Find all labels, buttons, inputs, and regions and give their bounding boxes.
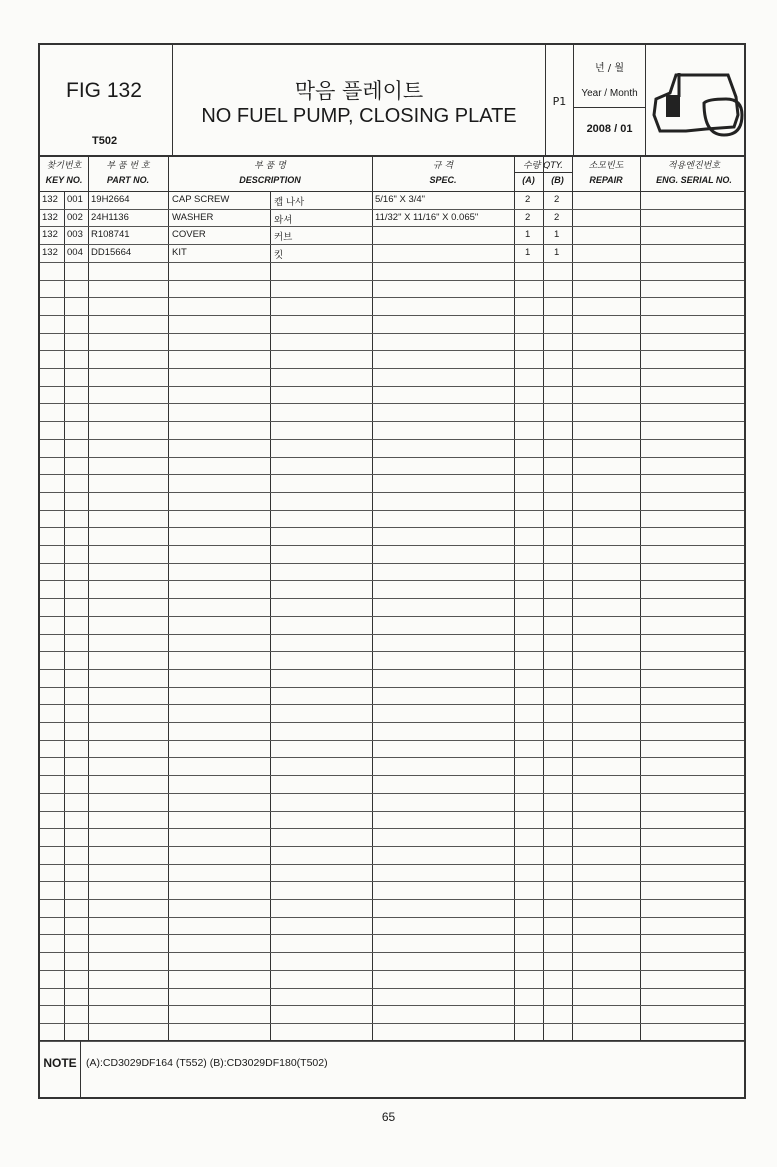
row-rule bbox=[40, 634, 744, 635]
row-rule bbox=[40, 474, 744, 475]
row-key: 002 bbox=[67, 211, 83, 223]
row-rule bbox=[40, 899, 744, 900]
row-rule bbox=[40, 421, 744, 422]
row-rule bbox=[40, 934, 744, 935]
row-rule bbox=[40, 492, 744, 493]
row-rule bbox=[40, 580, 744, 581]
row-rule bbox=[40, 1023, 744, 1024]
row-rule bbox=[40, 757, 744, 758]
row-rule bbox=[40, 828, 744, 829]
col-qty-a: (A) bbox=[522, 175, 535, 185]
row-qty-b: 2 bbox=[554, 211, 560, 223]
row-rule bbox=[40, 545, 744, 546]
row-part-no: R108741 bbox=[91, 229, 130, 241]
row-rule bbox=[40, 297, 744, 298]
row-rule bbox=[40, 226, 744, 227]
row-rule bbox=[40, 403, 744, 404]
table-header bbox=[40, 155, 744, 192]
col-qty-ko: 수량 QTY. bbox=[522, 161, 564, 171]
year-month-cell bbox=[574, 45, 646, 155]
col-desc-ko: 부 품 명 bbox=[254, 161, 286, 171]
row-rule bbox=[40, 280, 744, 281]
row-rule bbox=[40, 598, 744, 599]
row-rule bbox=[40, 350, 744, 351]
row-part-no: 19H2664 bbox=[91, 194, 130, 205]
note-section bbox=[40, 1040, 744, 1097]
row-qty-a: 1 bbox=[525, 247, 531, 259]
row-rule bbox=[40, 1005, 744, 1006]
row-part-no: 24H1136 bbox=[91, 211, 129, 223]
row-spec: 11/32" X 11/16" X 0.065" bbox=[375, 211, 479, 223]
col-repair-en: REPAIR bbox=[589, 175, 623, 185]
col-key-ko: 찾기번호 bbox=[46, 161, 82, 171]
row-desc-en: COVER bbox=[172, 229, 206, 241]
col-spec-en: SPEC. bbox=[429, 175, 457, 185]
row-key: 001 bbox=[67, 194, 83, 205]
row-rule bbox=[40, 687, 744, 688]
row-desc-ko: 와셔 bbox=[274, 214, 293, 226]
row-fig: 132 bbox=[42, 247, 58, 259]
year-month-value: 2008 / 01 bbox=[586, 123, 633, 135]
row-rule bbox=[40, 917, 744, 918]
row-key: 004 bbox=[67, 247, 83, 259]
row-fig: 132 bbox=[42, 229, 58, 241]
col-part-en: PART NO. bbox=[106, 175, 150, 185]
row-rule bbox=[40, 722, 744, 723]
row-rule bbox=[40, 386, 744, 387]
row-qty-b: 1 bbox=[554, 247, 560, 259]
title-korean: 막음 플레이트 bbox=[294, 79, 424, 103]
row-rule bbox=[40, 439, 744, 440]
row-rule bbox=[40, 811, 744, 812]
col-desc-en: DESCRIPTION bbox=[239, 175, 301, 185]
col-key-en: KEY NO. bbox=[45, 175, 83, 185]
row-desc-ko: 킷 bbox=[274, 250, 284, 262]
row-rule bbox=[40, 775, 744, 776]
page-code-cell bbox=[546, 45, 574, 155]
row-rule bbox=[40, 315, 744, 316]
row-part-no: DD15664 bbox=[91, 247, 132, 259]
year-month-label-en: Year / Month bbox=[581, 88, 638, 99]
row-rule bbox=[40, 457, 744, 458]
col-serial-ko: 적용엔진번호 bbox=[667, 161, 721, 171]
row-qty-b: 1 bbox=[554, 229, 560, 241]
year-month-label-ko: 년 / 월 bbox=[594, 63, 625, 74]
figure-number: FIG 132 bbox=[66, 79, 142, 102]
row-qty-b: 2 bbox=[554, 194, 560, 205]
row-qty-a: 1 bbox=[525, 229, 531, 241]
row-key: 003 bbox=[67, 229, 83, 241]
parts-sheet bbox=[38, 43, 746, 1099]
figure-cell bbox=[40, 45, 173, 155]
row-rule bbox=[40, 262, 744, 263]
col-part-ko: 부 품 번 호 bbox=[106, 161, 150, 171]
col-serial-en: ENG. SERIAL NO. bbox=[656, 175, 732, 185]
row-rule bbox=[40, 881, 744, 882]
tractor-icon-cell bbox=[646, 45, 748, 155]
row-rule bbox=[40, 651, 744, 652]
row-rule bbox=[40, 563, 744, 564]
row-desc-en: KIT bbox=[172, 247, 187, 259]
row-fig: 132 bbox=[42, 194, 58, 205]
row-rule bbox=[40, 527, 744, 528]
col-repair-ko: 소모빈도 bbox=[588, 161, 624, 171]
row-rule bbox=[40, 244, 744, 245]
row-rule bbox=[40, 510, 744, 511]
row-desc-en: CAP SCREW bbox=[172, 194, 230, 205]
row-rule bbox=[40, 952, 744, 953]
row-rule bbox=[40, 740, 744, 741]
row-rule bbox=[40, 864, 744, 865]
title-cell bbox=[173, 45, 546, 155]
page-code: P1 bbox=[552, 95, 567, 108]
row-rule bbox=[40, 669, 744, 670]
row-desc-ko: 커브 bbox=[274, 232, 293, 244]
col-qty-b: (B) bbox=[551, 175, 564, 185]
tractor-icon bbox=[646, 45, 746, 153]
row-rule bbox=[40, 793, 744, 794]
row-qty-a: 2 bbox=[525, 211, 531, 223]
page-number: 65 bbox=[381, 1110, 396, 1124]
figure-model: T502 bbox=[92, 135, 118, 147]
row-rule bbox=[40, 333, 744, 334]
row-rule bbox=[40, 616, 744, 617]
row-rule bbox=[40, 704, 744, 705]
note-label: NOTE bbox=[40, 1041, 81, 1097]
sheet-header bbox=[40, 45, 744, 157]
col-spec-ko: 규 격 bbox=[432, 161, 454, 171]
row-rule bbox=[40, 846, 744, 847]
note-text: (A):CD3029DF164 (T552) (B):CD3029DF180(T502) bbox=[86, 1057, 328, 1069]
row-rule bbox=[40, 988, 744, 989]
row-fig: 132 bbox=[42, 211, 58, 223]
row-rule bbox=[40, 209, 744, 210]
title-english: NO FUEL PUMP, CLOSING PLATE bbox=[201, 105, 517, 127]
row-rule bbox=[40, 970, 744, 971]
row-rule bbox=[40, 368, 744, 369]
row-spec: 5/16" X 3/4" bbox=[375, 194, 426, 205]
row-desc-ko: 캡 나사 bbox=[274, 197, 305, 208]
row-qty-a: 2 bbox=[525, 194, 531, 205]
row-desc-en: WASHER bbox=[172, 211, 214, 223]
